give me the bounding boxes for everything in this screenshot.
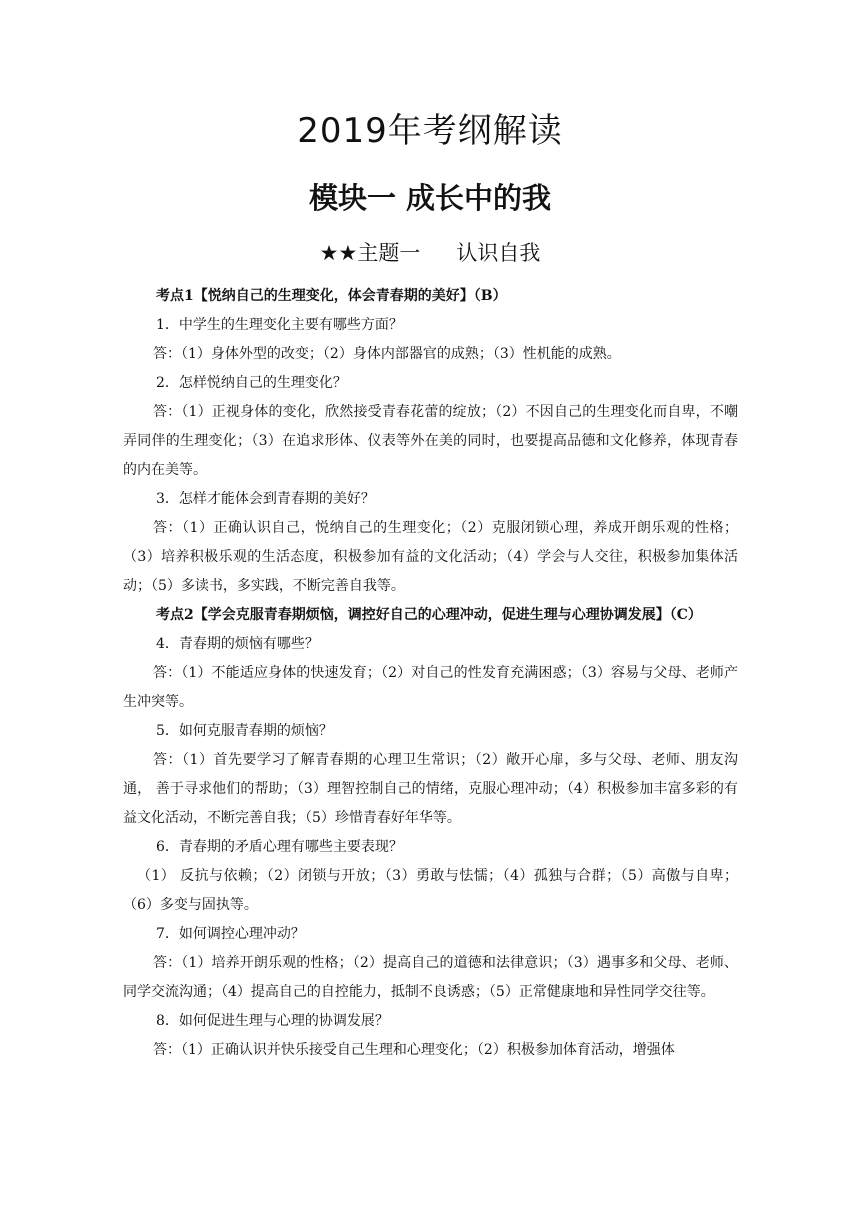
page-title: 2019年考纲解读 xyxy=(297,111,563,151)
answer-4: 答：（1）不能适应身体的快速发育；（2）对自己的性发育充满困惑；（3）容易与父母、老师产生冲突等。 xyxy=(123,665,738,710)
question-6: 6．青春期的矛盾心理有哪些主要表现？ xyxy=(156,839,403,855)
module-heading: 模块一 成长中的我 xyxy=(308,181,552,215)
question-5: 5．如何克服青春期的烦恼？ xyxy=(156,723,333,739)
kaodian-2-heading: 考点2【学会克服青春期烦恼，调控好自己的心理冲动，促进生理与心理协调发展】（C） xyxy=(156,607,702,623)
answer-5: 答：（1）首先要学习了解青春期的心理卫生常识；（2）敞开心扉，多与父母、老师、朋友沟通， 善于寻求他们的帮助；（3）理智控制自己的情绪，克服心理冲动；（4）积极参加丰富多彩的有益文化活动，不断完善自我；（5）珍惜青春好年华等。 xyxy=(123,752,738,826)
question-2: 2．怎样悦纳自己的生理变化？ xyxy=(156,375,347,391)
theme-stars: ★★主题一 xyxy=(319,241,421,265)
answer-6: （1） 反抗与依赖；（2）闭锁与开放；（3）勇敢与怯懦；（4）孤独与合群；（5）高傲与自卑；（6）多变与固执等。 xyxy=(123,868,738,913)
answer-7: 答：（1）培养开朗乐观的性格；（2）提高自己的道德和法律意识；（3）遇事多和父母、老师、同学交流沟通；（4）提高自己的自控能力，抵制不良诱惑；（5）正常健康地和异性同学交往等。 xyxy=(123,955,738,1000)
question-3: 3．怎样才能体会到青春期的美好？ xyxy=(156,491,375,507)
answer-2: 答：（1）正视身体的变化，欣然接受青春花蕾的绽放；（2）不因自己的生理变化而自卑，不嘲弄同伴的生理变化；（3）在追求形体、仪表等外在美的同时，也要提高品德和文化修养，体现青春的内在美等。 xyxy=(123,404,738,478)
question-8: 8．如何促进生理与心理的协调发展？ xyxy=(156,1013,389,1029)
question-1: 1．中学生的生理变化主要有哪些方面？ xyxy=(156,317,403,333)
kaodian-1-heading: 考点1【悦纳自己的生理变化，体会青春期的美好】（B） xyxy=(156,288,507,304)
theme-heading xyxy=(0,236,860,270)
question-4: 4．青春期的烦恼有哪些？ xyxy=(156,636,319,652)
document-body xyxy=(123,282,738,1065)
answer-1: 答：（1）身体外型的改变；（2）身体内部器官的成熟；（3）性机能的成熟。 xyxy=(153,346,621,362)
theme-name: 认识自我 xyxy=(456,241,541,265)
question-7: 7．如何调控心理冲动？ xyxy=(156,926,305,942)
answer-3: 答：（1）正确认识自己，悦纳自己的生理变化；（2）克服闭锁心理，养成开朗乐观的性格；（3）培养积极乐观的生活态度，积极参加有益的文化活动；（4）学会与人交往，积极参加集体活动；（5）多读书，多实践，不断完善自我等。 xyxy=(123,520,738,594)
answer-8: 答：（1）正确认识并快乐接受自己生理和心理变化；（2）积极参加体育活动，增强体 xyxy=(153,1042,675,1058)
